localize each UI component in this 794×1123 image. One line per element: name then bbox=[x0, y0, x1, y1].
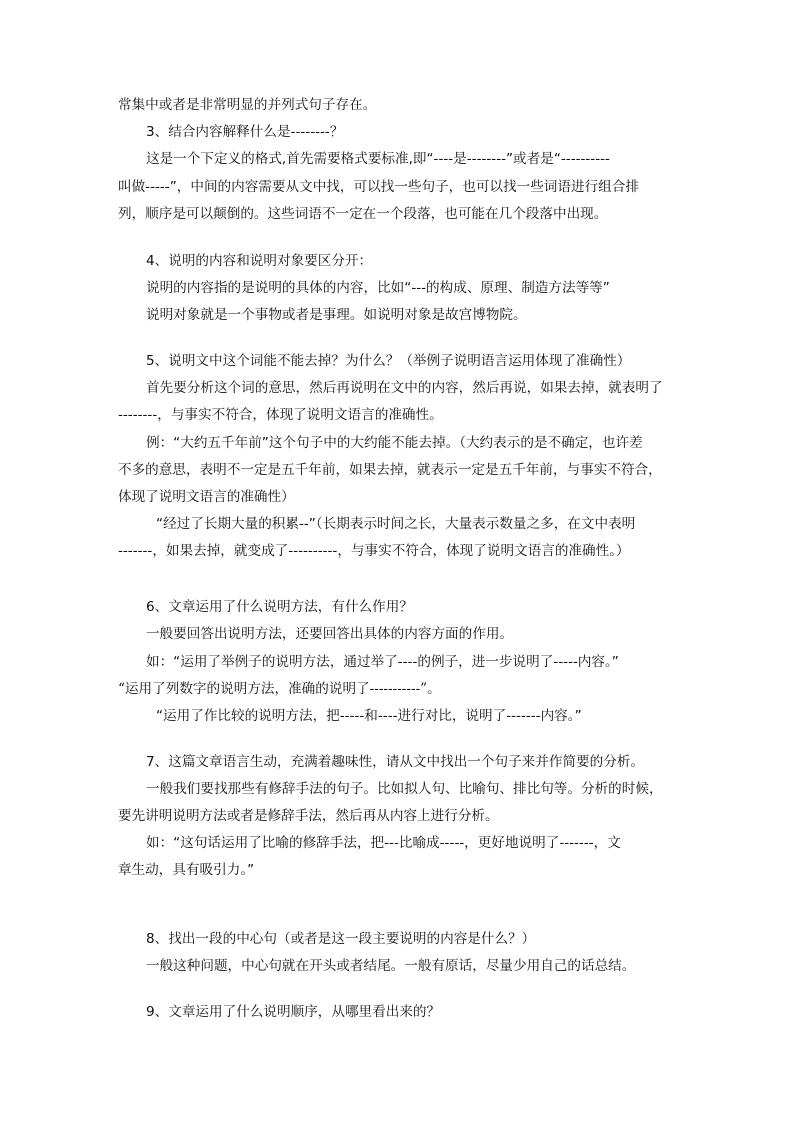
paragraph-line: 体现了说明文语言的准确性） bbox=[118, 489, 295, 505]
paragraph-line: 常集中或者是非常明显的并列式句子存在。 bbox=[118, 97, 377, 113]
paragraph-line: 一般我们要找那些有修辞手法的句子。比如拟人句、比喻句、排比句等。分析的时候， bbox=[146, 781, 663, 797]
paragraph-line: 说明对象就是一个事物或者是事理。如说明对象是故宫博物院。 bbox=[146, 307, 527, 323]
section-heading-6: 6、文章运用了什么说明方法，有什么作用？ bbox=[146, 599, 413, 615]
paragraph-line: “运用了作比较的说明方法，把-----和----进行对比，说明了-------内容。” bbox=[156, 708, 582, 724]
section-heading-8: 8、找出一段的中心句（或者是这一段主要说明的内容是什么？） bbox=[146, 931, 536, 947]
paragraph-line: “经过了长期大量的积累--”（长期表示时间之长，大量表示数量之多，在文中表明 bbox=[156, 516, 636, 532]
paragraph-line: “运用了列数字的说明方法，准确的说明了-----------”。 bbox=[118, 681, 441, 697]
section-heading-5: 5、说明文中这个词能不能去掉？为什么？（举例子说明语言运用体现了准确性） bbox=[146, 353, 631, 369]
paragraph-line: 章生动，具有吸引力。” bbox=[118, 862, 255, 878]
paragraph-line: -------，如果去掉，就变成了----------，与事实不符合，体现了说明文语言的准确性。） bbox=[118, 543, 630, 559]
section-heading-4: 4、说明的内容和说明对象要区分开： bbox=[146, 253, 373, 269]
paragraph-line: 如：“运用了举例子的说明方法，通过举了----的例子，进一步说明了-----内容。” bbox=[146, 654, 619, 670]
paragraph-line: 例：“大约五千年前”这个句子中的大约能不能去掉。（大约表示的是不确定，也许差 bbox=[146, 435, 643, 451]
section-heading-9: 9、文章运用了什么说明顺序，从哪里看出来的？ bbox=[146, 1004, 441, 1020]
paragraph-line: 一般这种问题，中心句就在开头或者结尾。一般有原话，尽量少用自己的话总结。 bbox=[146, 958, 636, 974]
section-heading-7: 7、这篇文章语言生动，充满着趣味性，请从文中找出一个句子来并作简要的分析。 bbox=[146, 754, 645, 770]
paragraph-line: 说明的内容指的是说明的具体的内容，比如“---的构成、原理、制造方法等等” bbox=[146, 280, 610, 296]
section-heading-3: 3、结合内容解释什么是--------？ bbox=[146, 124, 344, 140]
paragraph-line: --------，与事实不符合，体现了说明文语言的准确性。 bbox=[118, 407, 443, 423]
paragraph-line: 叫做-----”，中间的内容需要从文中找，可以找一些句子，也可以找一些词语进行组合排 bbox=[118, 179, 639, 195]
paragraph-line: 列，顺序是可以颠倒的。这些词语不一定在一个段落，也可能在几个段落中出现。 bbox=[118, 206, 608, 222]
paragraph-line: 这是一个下定义的格式,首先需要格式要标准,即“----是--------”或者是“---------- bbox=[146, 151, 610, 167]
paragraph-line: 要先讲明说明方法或者是修辞手法，然后再从内容上进行分析。 bbox=[118, 808, 499, 824]
paragraph-line: 不多的意思，表明不一定是五千年前，如果去掉，就表示一定是五千年前，与事实不符合， bbox=[118, 462, 662, 478]
paragraph-line: 首先要分析这个词的意思，然后再说明在文中的内容，然后再说，如果去掉，就表明了 bbox=[146, 380, 663, 396]
paragraph-line: 一般要回答出说明方法，还要回答出具体的内容方面的作用。 bbox=[146, 626, 514, 642]
paragraph-line: 如：“这句话运用了比喻的修辞手法，把---比喻成-----，更好地说明了-------，文 bbox=[146, 835, 621, 851]
